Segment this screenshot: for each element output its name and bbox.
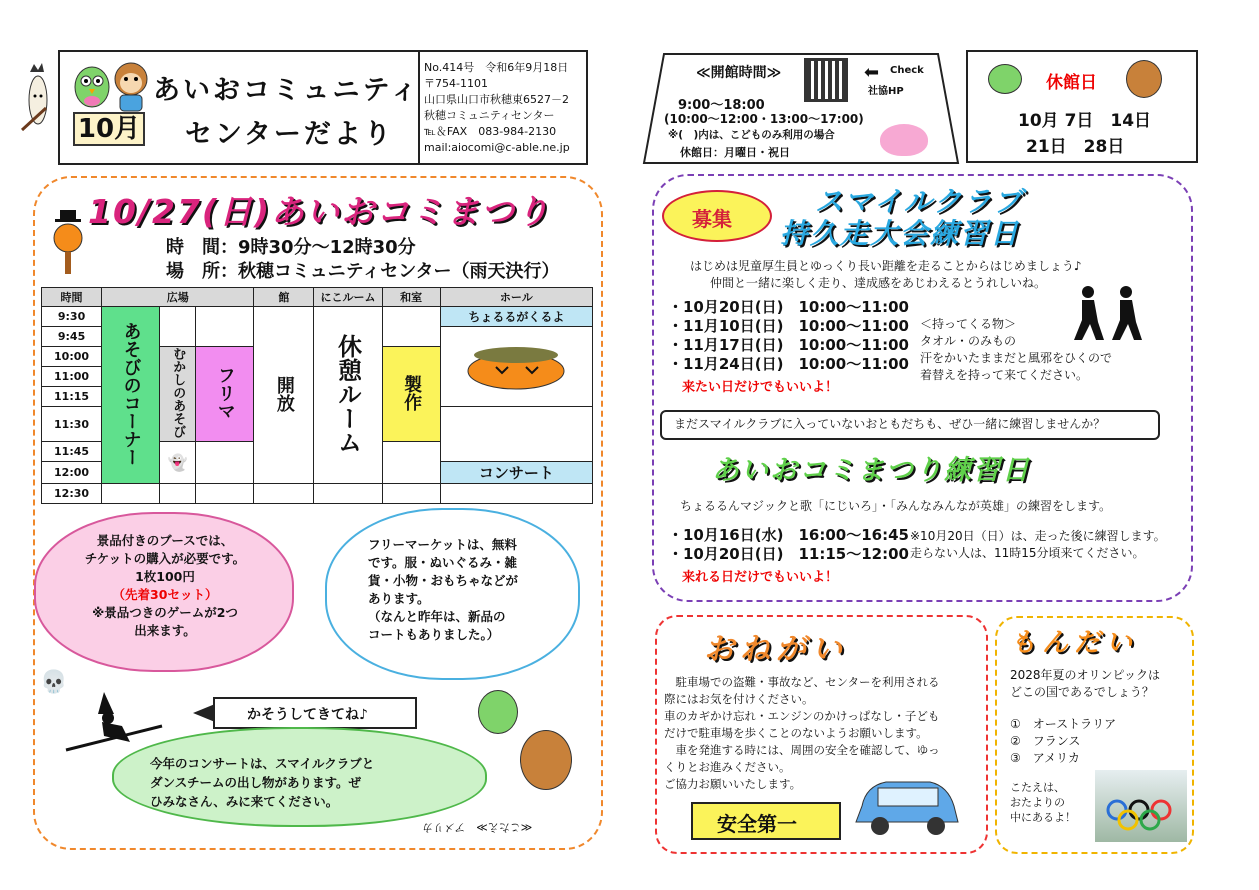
hours-time-2: (10:00～12:00・13:00～17:00) bbox=[664, 112, 864, 126]
closed-dates-1: 10月 7日 14日 bbox=[1018, 111, 1152, 131]
time-cell: 11:30 bbox=[42, 407, 102, 442]
info-line: mail:aiocomi@c-able.ne.jp bbox=[424, 141, 570, 154]
cloud-line: フリーマーケットは、無料 bbox=[368, 537, 517, 552]
date-line: ・11月10日(日) 10:00～11:00 bbox=[668, 317, 909, 335]
bring-line: ＜持ってくる物＞ bbox=[920, 317, 1017, 331]
time-cell: 11:15 bbox=[42, 387, 102, 407]
ticket-cloud-text bbox=[60, 532, 270, 640]
opening-hours-panel bbox=[642, 52, 960, 165]
concert-label: コンサート bbox=[478, 464, 554, 482]
empty-cell bbox=[196, 442, 254, 484]
date-line: ・10月20日(日) 11:15～12:00 bbox=[668, 545, 909, 563]
month-label: 10月 bbox=[73, 112, 145, 146]
question-line: 2028年夏のオリンピックは bbox=[1010, 668, 1161, 682]
hours-time-1: 9:00～18:00 bbox=[678, 98, 765, 113]
monkey-mascot-icon bbox=[1126, 60, 1162, 98]
olympic-rings-photo bbox=[1095, 770, 1187, 842]
header-mascot-ghost bbox=[20, 62, 52, 132]
info-line: ℡＆FAX 083-984-2130 bbox=[424, 125, 557, 138]
bring-line: 汗をかいたままだと風邪をひくので bbox=[920, 351, 1113, 365]
recruit-badge-label: 募集 bbox=[692, 207, 732, 231]
bubble-tail-icon bbox=[193, 704, 215, 722]
cloud-line: 1枚100円 bbox=[135, 569, 195, 584]
smile-title-1: スマイルクラブ bbox=[815, 185, 1024, 218]
seisaku-cell bbox=[382, 347, 440, 442]
body-line: だけで駐車場を歩くことのないようお願いします。 bbox=[664, 726, 928, 740]
smile-red-note: 来たい日だけでもいいよ！ bbox=[682, 380, 839, 395]
cloud-line: コートもありました。） bbox=[368, 627, 500, 642]
option-line: ② フランス bbox=[1010, 734, 1081, 748]
title-line-1: あいおコミュニティ bbox=[153, 75, 421, 106]
monkey-mascot-icon bbox=[520, 730, 572, 790]
pumpkin-basket-icon bbox=[440, 327, 592, 407]
heart-kids-icon bbox=[880, 124, 928, 156]
col-header: にこルーム bbox=[314, 288, 382, 307]
hint-line: おたよりの bbox=[1010, 796, 1065, 809]
cloud-line: ダンスチームの出し物があります。ぜ bbox=[150, 775, 362, 790]
empty-cell bbox=[382, 442, 440, 484]
concert-cell bbox=[440, 462, 592, 484]
question-line: どこの国であるでしょう？ bbox=[1010, 685, 1154, 699]
check-label: Check bbox=[890, 65, 924, 76]
body-line: 際にはお気を付けください。 bbox=[664, 692, 814, 706]
empty-cell bbox=[196, 484, 254, 504]
col-header: 広場 bbox=[102, 288, 254, 307]
quiz-options bbox=[1010, 716, 1116, 767]
safety-label: 安全第一 bbox=[717, 812, 797, 836]
practice-note bbox=[910, 528, 1166, 562]
concert-cloud-text bbox=[150, 754, 374, 811]
col-header: ホール bbox=[440, 288, 592, 307]
cloud-line: ※景品つきのゲームが2つ bbox=[92, 605, 238, 620]
body-line: ご協力お願いいたします。 bbox=[664, 777, 802, 791]
pumpkin-mascot-icon bbox=[52, 208, 84, 276]
cloud-line: 出来ます。 bbox=[134, 623, 196, 638]
car-icon bbox=[852, 772, 962, 842]
body-line: 車を発進する時には、周囲の安全を確認して、ゆっ bbox=[664, 743, 940, 757]
mukashi-asobi-label: むかしのあそび bbox=[170, 347, 186, 438]
furima-label: フリマ bbox=[214, 365, 236, 420]
smile-intro bbox=[690, 258, 1082, 292]
mukashi-asobi-cell bbox=[160, 347, 196, 442]
asobi-corner-label: あそびのコーナー bbox=[120, 321, 142, 466]
time-cell: 10:00 bbox=[42, 347, 102, 367]
date-line: ・10月20日(日) 10:00～11:00 bbox=[668, 298, 909, 316]
hours-title: ≪開館時間≫ bbox=[696, 65, 782, 81]
empty-cell bbox=[440, 484, 592, 504]
body-line: くりとお進みください。 bbox=[664, 760, 791, 774]
quiz-question bbox=[1010, 667, 1160, 701]
practice-red-note: 来れる日だけでもいいよ！ bbox=[682, 570, 839, 585]
hours-closed: 休館日：月曜日・祝日 bbox=[680, 146, 790, 159]
furima-cell bbox=[196, 347, 254, 442]
choruru-cell bbox=[440, 307, 592, 327]
col-header: 時間 bbox=[42, 288, 102, 307]
cloud-line: ひみなさん、みに来てください。 bbox=[150, 794, 339, 809]
smile-dates bbox=[668, 298, 909, 374]
runners-icon bbox=[1060, 284, 1150, 348]
empty-cell bbox=[102, 484, 160, 504]
hours-note: ※( )内は、こどものみ利用の場合 bbox=[668, 129, 835, 141]
kyukei-room-cell bbox=[314, 307, 382, 484]
info-line: No.414号 令和6年9月18日 bbox=[424, 61, 569, 74]
col-header: 和室 bbox=[382, 288, 440, 307]
cloud-line: 景品付きのブースでは、 bbox=[96, 533, 234, 548]
time-cell: 11:45 bbox=[42, 442, 102, 462]
info-line: 〒754-1101 bbox=[424, 77, 488, 90]
bird-mascot-icon bbox=[478, 690, 518, 734]
closed-dates-2: 21日 28日 bbox=[1026, 137, 1125, 157]
costume-bubble-text: かそうしてきてね♪ bbox=[247, 707, 368, 723]
cloud-line: （なんと昨年は、新品の bbox=[368, 609, 506, 624]
time-cell: 9:45 bbox=[42, 327, 102, 347]
hint-line: 中にあるよ！ bbox=[1010, 811, 1076, 824]
kyukei-room-label: 休憩ルーム bbox=[333, 333, 362, 454]
bring-line: タオル・のみもの bbox=[920, 334, 1017, 348]
note-line: 走らない人は、11時15分頃来てください。 bbox=[910, 546, 1145, 560]
empty-cell bbox=[382, 307, 440, 347]
closed-label: 休館日 bbox=[1046, 73, 1097, 93]
answer-upside-down: ≪こたえ≫ アメリカ bbox=[422, 821, 533, 834]
cloud-line: チケットの購入が必要です。 bbox=[84, 551, 246, 566]
flea-market-cloud-text bbox=[368, 536, 568, 644]
note-line: ※10月20日（日）は、走った後に練習します。 bbox=[910, 529, 1166, 543]
hint-line: こたえは、 bbox=[1010, 781, 1065, 794]
title-line-2: センターだより bbox=[185, 119, 394, 150]
time-cell: 11:00 bbox=[42, 367, 102, 387]
option-line: ③ アメリカ bbox=[1010, 751, 1080, 765]
quiz-hint bbox=[1010, 780, 1076, 825]
date-line: ・11月24日(日) 10:00～11:00 bbox=[668, 355, 909, 373]
option-line: ① オーストラリア bbox=[1010, 717, 1117, 731]
request-title: おねがい bbox=[704, 632, 848, 667]
header-info-box bbox=[420, 50, 588, 165]
cloud-line: です。服・ぬいぐるみ・雑 bbox=[368, 555, 518, 570]
ghost-doodle-icon: 👻 bbox=[160, 442, 196, 484]
festival-schedule-table bbox=[41, 287, 593, 504]
seisaku-label: 製作 bbox=[401, 374, 423, 411]
kaiho-cell bbox=[254, 307, 314, 484]
practice-title: あいおコミまつり練習日 bbox=[712, 455, 1031, 486]
empty-cell bbox=[160, 307, 196, 347]
intro-line: はじめは児童厚生員とゆっくり長い距離を走ることからはじめましょう♪ bbox=[690, 259, 1082, 273]
smile-title-2: 持久走大会練習日 bbox=[780, 217, 1021, 250]
info-line: 山口県山口市秋穂東6527－2 bbox=[424, 93, 569, 106]
qr-code-icon bbox=[804, 58, 848, 102]
bird-mascot-icon bbox=[988, 64, 1022, 94]
empty-cell bbox=[196, 307, 254, 347]
empty-cell bbox=[254, 484, 314, 504]
time-cell: 9:30 bbox=[42, 307, 102, 327]
cloud-line: あります。 bbox=[368, 591, 430, 606]
cloud-line-red: （先着30セット） bbox=[112, 587, 218, 602]
info-line: 秋穂コミュニティセンター bbox=[424, 109, 555, 122]
festival-place: 場 所：秋穂コミュニティセンター（雨天決行） bbox=[166, 261, 560, 282]
bird-mascot-icon bbox=[72, 57, 112, 113]
time-cell: 12:30 bbox=[42, 484, 102, 504]
festival-title: 10/27(日)あいおコミまつり bbox=[88, 192, 552, 231]
empty-cell bbox=[314, 484, 382, 504]
bring-line: 着替えを持って来てください。 bbox=[920, 368, 1089, 382]
empty-cell bbox=[160, 484, 196, 504]
choruru-label: ちょるるがくるよ bbox=[468, 310, 565, 324]
practice-text: ちょるるんマジックと歌「にじいろ」・「みんなみんなが英雄」の練習をします。 bbox=[680, 499, 1112, 513]
date-line: ・11月17日(日) 10:00～11:00 bbox=[668, 336, 909, 354]
hp-label: 社協HP bbox=[868, 86, 904, 97]
date-line: ・10月16日(水) 16:00～16:45 bbox=[668, 526, 909, 544]
skull-icon: 💀 bbox=[40, 670, 68, 695]
time-cell: 12:00 bbox=[42, 462, 102, 484]
asobi-corner-cell bbox=[102, 307, 160, 484]
intro-line: 仲間と一緒に楽しく走り、達成感をあじわえるとうれしいね。 bbox=[710, 276, 1047, 290]
closed-days-panel bbox=[966, 50, 1198, 163]
festival-time: 時 間：9時30分～12時30分 bbox=[166, 237, 416, 258]
kaiho-label: 開放 bbox=[273, 375, 295, 412]
invite-text: まだスマイルクラブに入っていないおともだちも、ぜひ一緒に練習しませんか？ bbox=[674, 417, 1106, 431]
arrow-left-icon: ⬅ bbox=[864, 62, 880, 83]
cloud-line: 貨・小物・おもちゃなどが bbox=[368, 573, 519, 588]
col-header: 館 bbox=[254, 288, 314, 307]
monkey-mascot-icon bbox=[110, 57, 152, 117]
quiz-title: もんだい bbox=[1010, 628, 1139, 658]
practice-dates bbox=[668, 526, 909, 564]
body-line: 駐車場での盗難・事故など、センターを利用される bbox=[664, 675, 940, 689]
cloud-line: 今年のコンサートは、スマイルクラブと bbox=[150, 756, 375, 771]
body-line: 車のカギかけ忘れ・エンジンのかけっぱなし・子ども bbox=[664, 709, 940, 723]
empty-cell bbox=[382, 484, 440, 504]
empty-cell bbox=[440, 407, 592, 462]
